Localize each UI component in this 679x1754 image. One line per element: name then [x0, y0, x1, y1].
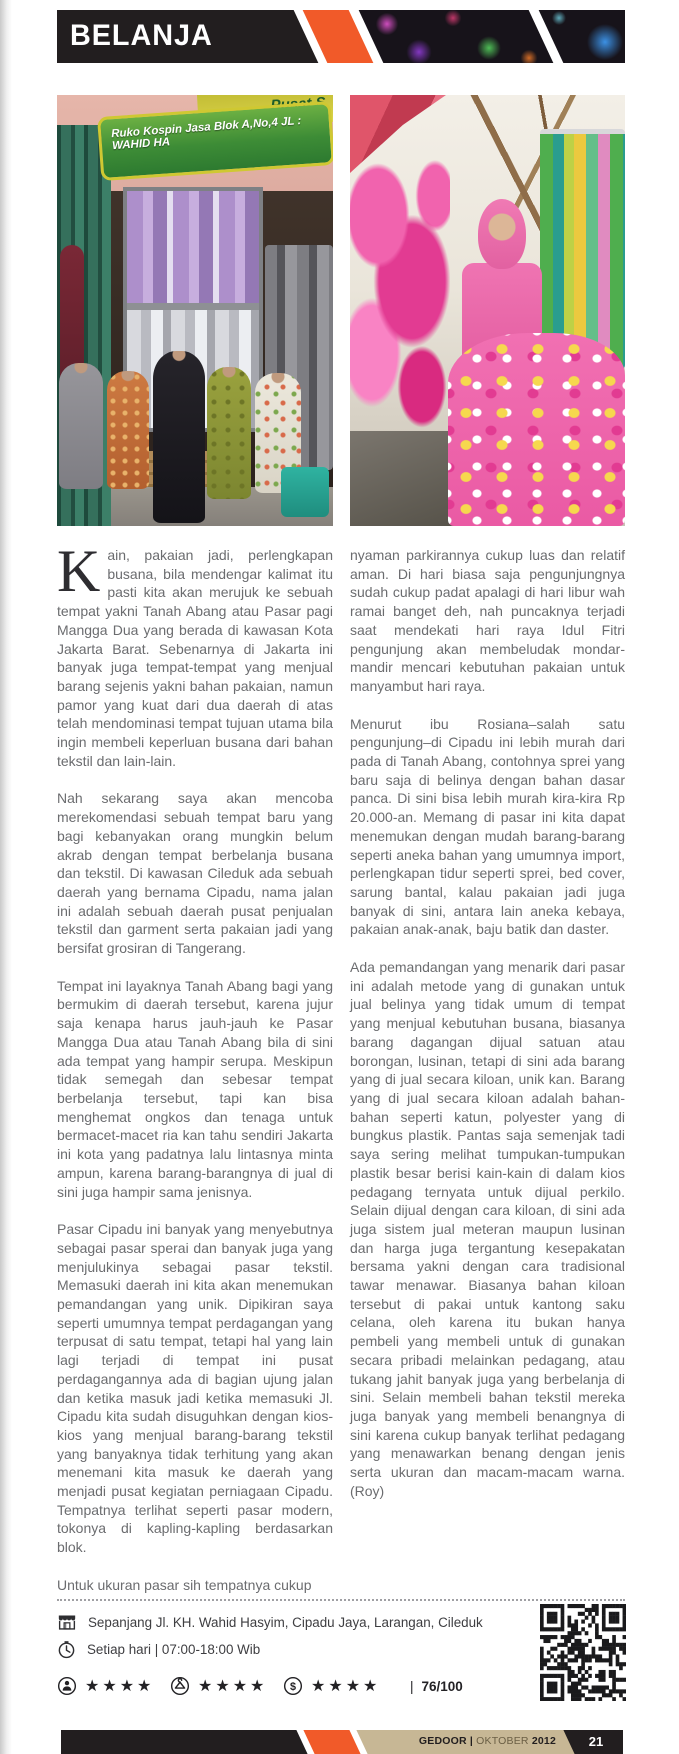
issue-month: OKTOBER	[476, 1735, 529, 1747]
storefront-icon	[57, 1613, 77, 1631]
paragraph-text: ain, pakaian jadi, perlengkapan busana, bila mendengar kalimat itu pasti kita akan merujuk ke sebuah tempat yakni Tanah Abang atau Pasar pagi Mangga Dua yang berada di kawasan Kota Jakarta Barat. Sebenarnya di Jakarta ini banyak juga tempat-tempat yang menjual barang sejenis yakni bahan pakaian, namun pamor yang kuat dari dua daerah di atas telah mendominasi tempat tujuan utama bila ingin membeli keperluan busana dari bahan tekstil dan lain-lain.	[57, 547, 333, 769]
page-edge-shadow	[0, 0, 12, 1754]
svg-text:$: $	[289, 1680, 297, 1693]
rating-group-facility	[170, 1676, 283, 1696]
paragraph: nyaman parkirannya cukup luas dan relatif aman. Di hari biasa saja pengunjungnya sudah cukup padat apalagi di hari libur wah ramai banget deh, nah puncaknya terjadi saat mendekati hari raya Idul Fitri pengunjung akan membeludak mondar-mandir mencari kebutuhan pakaian untuk manyambut hari raya.	[350, 547, 625, 694]
photo-market-aisle	[350, 95, 625, 526]
hours-row	[57, 1640, 260, 1659]
footer-black-segment	[61, 1730, 311, 1754]
rating-group-visitors	[57, 1676, 170, 1696]
score-separator: |	[410, 1678, 414, 1694]
footer-separator: |	[469, 1735, 474, 1747]
photo-decor-mannequin	[59, 363, 103, 489]
dotted-separator	[57, 1599, 625, 1601]
paragraph: Menurut ibu Rosiana–salah satu pengunjung–di Cipadu ini lebih murah dari pada di Tanah Abang, contohnya sprei yang baru saja di belinya dengan bahan dasar panca. Di sini bisa lebih murah kira-kira Rp 20.000-an. Memang di pasar ini kita dapat menemukan dengan mudah barang-barang seperti aneka bahan yang umumnya import, perlengkapan tidur seperti sprei, bed cover, sarung bantal, kalau pakaian jadi juga banyak di sini, antara lain aneka kebaya, pakaian anak-anak, baju batik dan daster.	[350, 715, 625, 938]
photo-decor-ground	[350, 431, 460, 526]
paragraph: Tempat ini layaknya Tanah Abang bagi yang bermukim di daerah tersebut, karena jujur saja kenapa harus jauh-jauh ke Pasar Mangga Dua atau Tanah Abang bila di sini ada tempat yang hampir serupa. Meskipun tidak semegah dan sebesar tempat berbelanja tersebut, tapi kan bisa menghemat ongkos dan tenaga untuk bermacet-macet ria kan tahu sendiri Jakarta ini kota yang padatnya lalu lintasnya minta ampun, karena barang-barangnya di jual di sini juga hampir sama jenisnya.	[57, 977, 333, 1200]
address-row	[57, 1613, 483, 1631]
magazine-name: GEDOOR	[418, 1735, 467, 1747]
section-title: BELANJA	[70, 19, 213, 52]
issue-year: 2012	[531, 1735, 556, 1747]
star-rating: ★★★★	[311, 1678, 381, 1695]
page-number: 21	[588, 1734, 604, 1749]
hours-text: Setiap hari | 07:00-18:00 Wib	[87, 1642, 261, 1657]
ratings-row	[57, 1676, 463, 1696]
dollar-icon	[283, 1676, 303, 1696]
qr-code	[540, 1604, 626, 1701]
photo-decor-mannequin-head	[478, 199, 526, 269]
visitor-icon	[57, 1676, 77, 1696]
photo-decor-stool	[281, 467, 329, 517]
qr-code-pattern	[540, 1604, 626, 1701]
paragraph	[57, 538, 333, 770]
drop-cap: K	[57, 538, 101, 604]
hanger-icon	[170, 1676, 190, 1696]
paragraph: Pasar Cipadu ini banyak yang menyebutnya sebagai pasar sperai dan banyak juga yang menjulukinya sebagai pasar tekstil. Memasuki daerah ini kita akan menemukan pemandangan yang unik. Dipikiran saya seperti umumnya tempat perdagangan yang terpusat di satu tempat, tetapi hal yang lain lagi terjadi di tempat ini pusat perdagangannya ada di bagian ujung jalan dan ketika masuk jadi ketika memasuki Jl. Cipadu kita sudah disuguhkan dengan kios-kios yang menjual barang-barang tekstil yang banyaknya tidak terhitung yang akan menemani kita masuk ke daerah yang menjadi pusat kegiatan perniagaan Cipadu. Tempatnya terlihat seperti pasar modern, tokonya di kapling-kapling berdasarkan blok.	[57, 1221, 333, 1556]
star-rating: ★★★★	[85, 1678, 155, 1695]
page-footer	[61, 1730, 623, 1754]
paragraph: Ada pemandangan yang menarik dari pasar ini adalah metode yang di gunakan untuk jual belinya yang tidak umum di tempat yang menjual kebutuhan busana, biasanya barang dagangan dijual satuan atau borongan, lusinan, tetapi di sini ada barang yang di jual secara kiloan, unik kan. Barang yang di jual secara kiloan adalah bahan-bahan seperti katun, polyester yang di bungkus plastik. Pantas saja semenjak tadi saya sering melihat tumpukan-tumpukan plastik besar berisi kain-kain di dalam kios pedagang ternyata untuk dijual perkilo. Selain dijual dengan cara kiloan, di sini ada juga sistem jual meteran maupun lusinan dan harga juga tergantung kesepakatan bersama yakni dengan cara tradisional tawar menawar. Biasanya bahan kiloan tersebut di pakai untuk kantong saku celana, oleh karena itu bukan hanya pembeli yang membeli untuk di gunakan secara pribadi melainkan pedagang, atau tukang jahit banyak juga yang berbelanja di sini. Selain membeli bahan tekstil mereka juga banyak yang membeli benangnya di sini karena cukup banyak terlihat pedagang yang menawarkan benang dengan jenis serta ukuran dan macam-macam warna. (Roy)	[350, 959, 625, 1499]
photo-decor-mannequin	[153, 351, 205, 523]
score	[410, 1679, 463, 1694]
paragraph: Nah sekarang saya akan mencoba merekomendasi sebuah tempat baru yang bagi kebanyakan orang mungkin belum akrab dengan tempat berbelanja busana dan tekstil. Di kawasan Cileduk ada sebuah daerah yang bernama Cipadu, nama jalan ini adalah sebuah daerah pusat penjualan tekstil dan garment serta pakaian jadi yang bersifat grosiran di Tangerang.	[57, 790, 333, 957]
photo-decor-mannequin	[107, 371, 149, 489]
article-column-left	[57, 538, 333, 1614]
clock-icon	[57, 1640, 76, 1659]
article-column-right	[350, 546, 625, 1519]
photo-decor-pink-dresses	[350, 153, 450, 438]
star-rating: ★★★★	[198, 1678, 268, 1695]
photo-storefront	[57, 95, 333, 526]
footer-issue-line	[381, 1735, 556, 1747]
section-banner	[57, 10, 625, 63]
photo-decor-mannequin	[207, 367, 251, 499]
photo-decor-floral-dress	[448, 333, 625, 526]
address-text: Sepanjang Jl. KH. Wahid Hasyim, Cipadu Jaya, Larangan, Cileduk	[88, 1614, 483, 1630]
paragraph: Untuk ukuran pasar sih tempatnya cukup	[57, 1576, 312, 1593]
rating-group-price	[283, 1676, 396, 1696]
score-value: 76/100	[421, 1678, 463, 1694]
shop-sign: Ruko Kospin Jasa Blok A,No,4 JL : WAHID HA	[97, 101, 333, 181]
